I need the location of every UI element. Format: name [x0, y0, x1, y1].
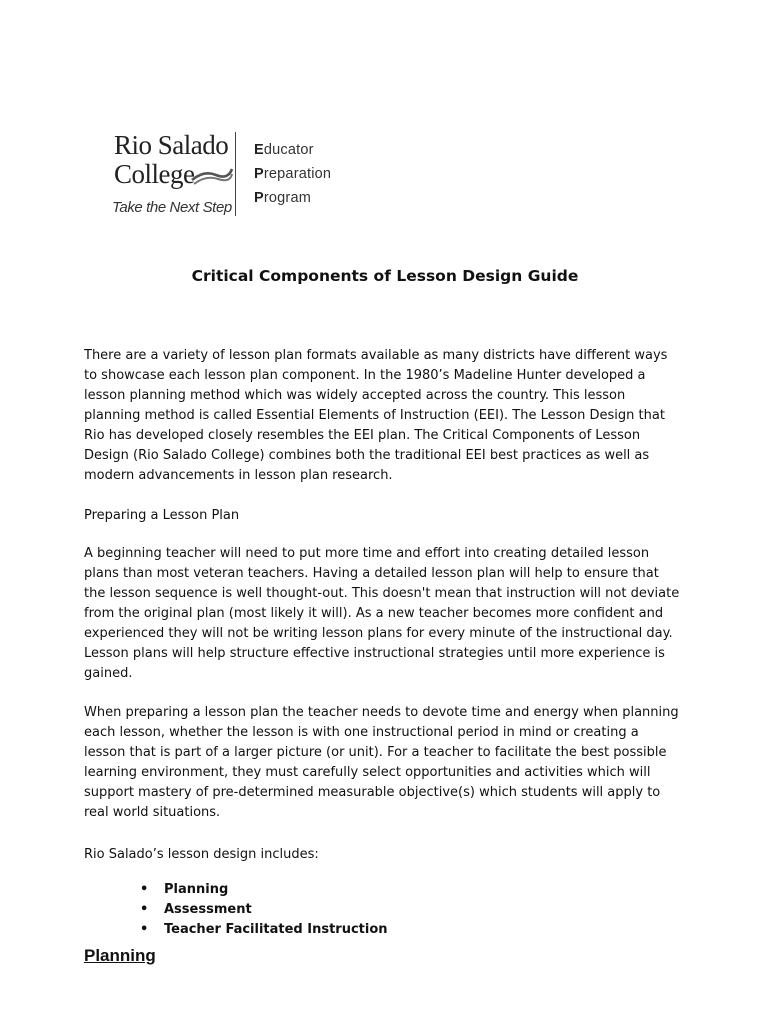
program-line-program: Program: [254, 190, 312, 206]
logo-name-line1: Rio Salado: [114, 130, 229, 160]
logo-divider: [235, 132, 236, 216]
intro-paragraph: There are a variety of lesson plan formats available as many districts have different ways to showcase each lesson plan component. In the 1980’s Madeline Hunter developed a lesson planning method which was widely accepted across the country. This lesson planning method is called Essential Elements of Instruction (EEI). The Lesson Design that Rio has developed closely resembles the EEI plan. The Critical Components of Lesson Design (Rio Salado College) combines both the traditional EEI best practices as well as modern advancements in lesson plan research.: [84, 348, 668, 483]
document-title: Critical Components of Lesson Design Guide: [191, 267, 579, 285]
program-line-educator: Educator: [254, 142, 314, 158]
list-item: • Teacher Facilitated Instruction: [138, 920, 388, 940]
preparing-lesson-paragraph: When preparing a lesson plan the teacher needs to devote time and energy when planning each lesson, whether the lesson is with one instructional period in mind or creating a lesson that is part of a larger picture (or unit). For a teacher to facilitate the best possible learning environment, they must carefully select opportunities and activities which will support mastery of pre-determined measurable objective(s) which students will apply to real world situations.: [84, 705, 679, 820]
rio-salado-logo: [108, 128, 348, 224]
planning-heading: Planning: [84, 946, 156, 965]
components-list: [138, 880, 388, 940]
logo-name-line2: College: [114, 159, 195, 189]
program-line-preparation: Preparation: [254, 166, 332, 182]
section-heading-preparing: Preparing a Lesson Plan: [84, 508, 240, 523]
swoosh-icon: [190, 166, 234, 186]
list-item: • Planning: [138, 880, 388, 900]
includes-label: Rio Salado’s lesson design includes:: [84, 847, 319, 862]
beginning-teacher-paragraph: A beginning teacher will need to put more time and effort into creating detailed lesson plans than most veteran teachers. Having a detailed lesson plan will help to ensure that the lesson sequence is well thought-out. This doesn't mean that instruction will not deviate from the original plan (most likely it will). As a new teacher becomes more confident and experienced they will not be writing lesson plans for every minute of the instructional day. Lesson plans will help structure effective instructional strategies until more experience is gained.: [84, 546, 680, 681]
list-item: • Assessment: [138, 900, 388, 920]
logo-tagline: Take the Next Step: [112, 199, 232, 216]
